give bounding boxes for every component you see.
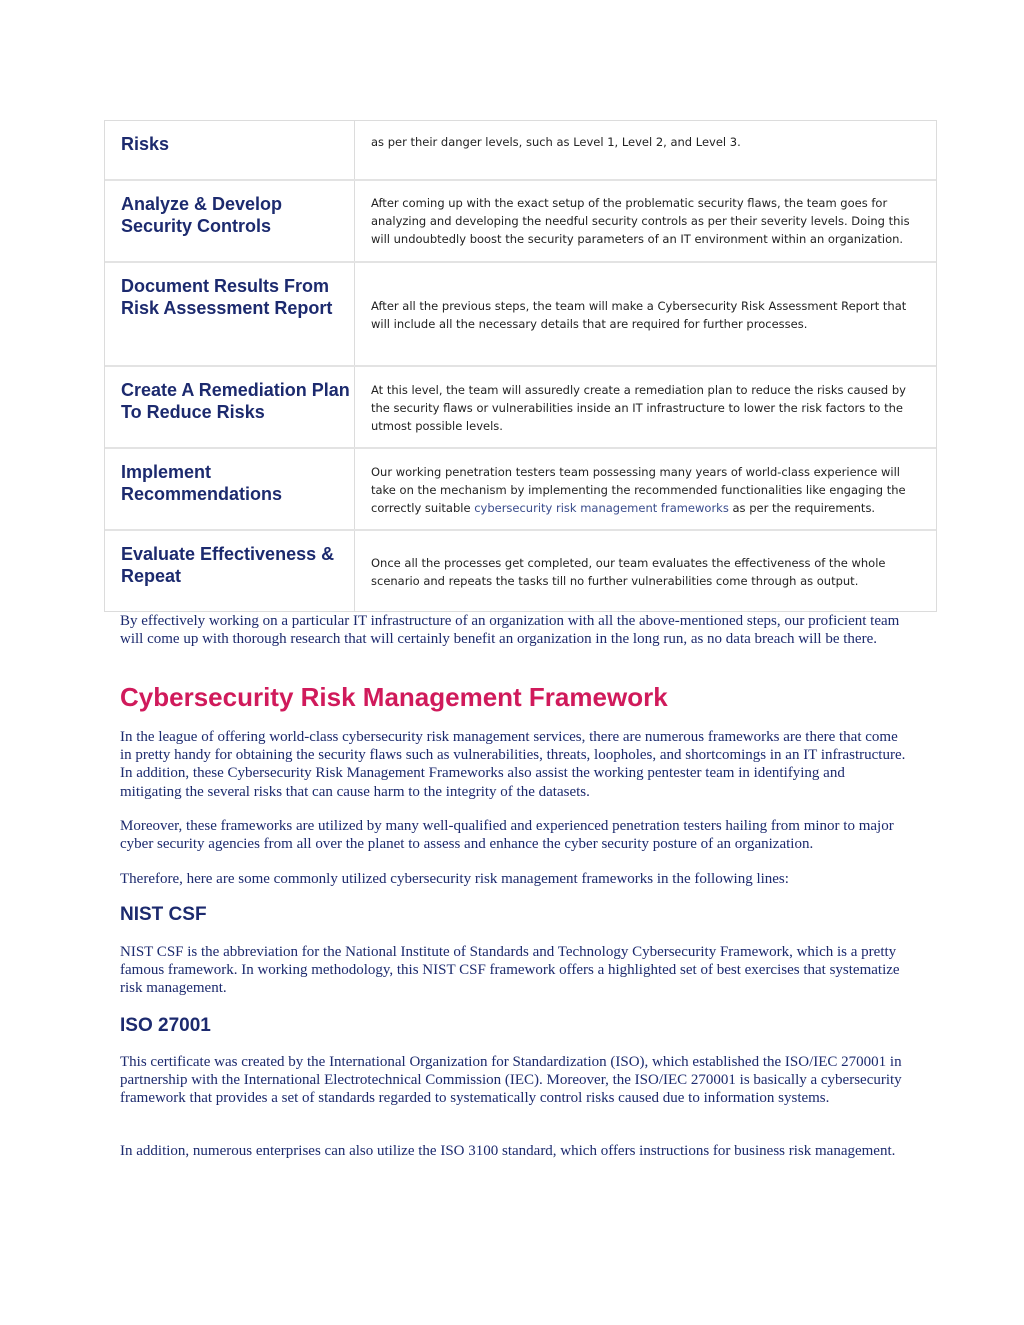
nist-heading: NIST CSF [120,904,207,925]
step-description: Once all the processes get completed, our team evaluates the effectiveness of the whole scenario and repeats the tasks till no further vulnerabilities come through as output. [371,556,886,588]
step-title: Document Results From Risk Assessment Report [105,263,355,365]
table-row [105,121,936,181]
intro-paragraph: By effectively working on a particular IT infrastructure of an organization with all the above-mentioned steps, our proficient team will come up with thorough research that will certainly benefit an organization in the long run, as no data breach will be there. [120,613,900,648]
nist-paragraph: NIST CSF is the abbreviation for the National Institute of Standards and Technology Cybersecurity Framework, which is a pretty famous framework. In working methodology, this NIST CSF framework offers a highlighted set of best exercises that systematize risk management. [120,944,900,997]
step-description-text: as per the requirements. [728,501,876,515]
step-description: as per their danger levels, such as Level 1, Level 2, and Level 3. [371,135,741,149]
frameworks-link[interactable]: cybersecurity risk management frameworks [474,501,729,515]
step-title: Risks [105,121,355,179]
steps-table [104,120,937,612]
table-row [105,531,936,611]
section-paragraph: Therefore, here are some commonly utilized cybersecurity risk management frameworks in the following lines: [120,871,789,887]
step-title: Implement Recommendations [105,449,355,529]
section-heading: Cybersecurity Risk Management Framework [120,682,668,712]
table-row [105,263,936,367]
table-row [105,449,936,531]
iso-paragraph: This certificate was created by the International Organization for Standardization (ISO), which established the ISO/IEC 270001 in partnership with the International Electrotechnical Commission (IEC). Moreover, the ISO/IEC 270001 is basically a cybersecurity framework that provides a set of standards regarded to systematically control risks caused due to information systems. [120,1054,902,1107]
step-title: Evaluate Effectiveness & Repeat [105,531,355,611]
step-description-text: Our working penetration testers team possessing many years of world-class experience will take on the mechanism by implementing the recommended functionalities like engaging the correctly suitable [371,465,906,515]
step-title: Create A Remediation Plan To Reduce Risks [105,367,355,447]
step-description: After all the previous steps, the team will make a Cybersecurity Risk Assessment Report that will include all the necessary details that are required for further processes. [371,299,907,331]
table-row [105,181,936,263]
table-row [105,367,936,449]
section-paragraph: Moreover, these frameworks are utilized by many well-qualified and experienced penetration testers hailing from minor to major cyber security agencies from all over the planet to assess and enhance the cyber security posture of an organization. [120,818,894,853]
step-description [355,449,936,529]
section-paragraph: In the league of offering world-class cybersecurity risk management services, there are numerous frameworks are there that come in pretty handy for obtaining the security flaws such as vulnerabilities, threats, loopholes, and shortcomings in an IT infrastructure. In addition, these Cybersecurity Risk Management Frameworks also assist the working pentester team in identifying and mitigating the several risks that can cause harm to the integrity of the datasets. [120,729,906,800]
step-description: At this level, the team will assuredly create a remediation plan to reduce the risks caused by the security flaws or vulnerabilities inside an IT infrastructure to lower the risk factors to the utmost possible levels. [371,383,906,433]
iso-paragraph: In addition, numerous enterprises can also utilize the ISO 3100 standard, which offers instructions for business risk management. [120,1143,896,1159]
step-title: Analyze & Develop Security Controls [105,181,355,261]
iso-heading: ISO 27001 [120,1015,211,1036]
step-description: After coming up with the exact setup of the problematic security flaws, the team goes for analyzing and developing the needful security controls as per their severity levels. Doing this will undoubtedly boost the security parameters of an IT environment within an organization. [371,196,910,246]
